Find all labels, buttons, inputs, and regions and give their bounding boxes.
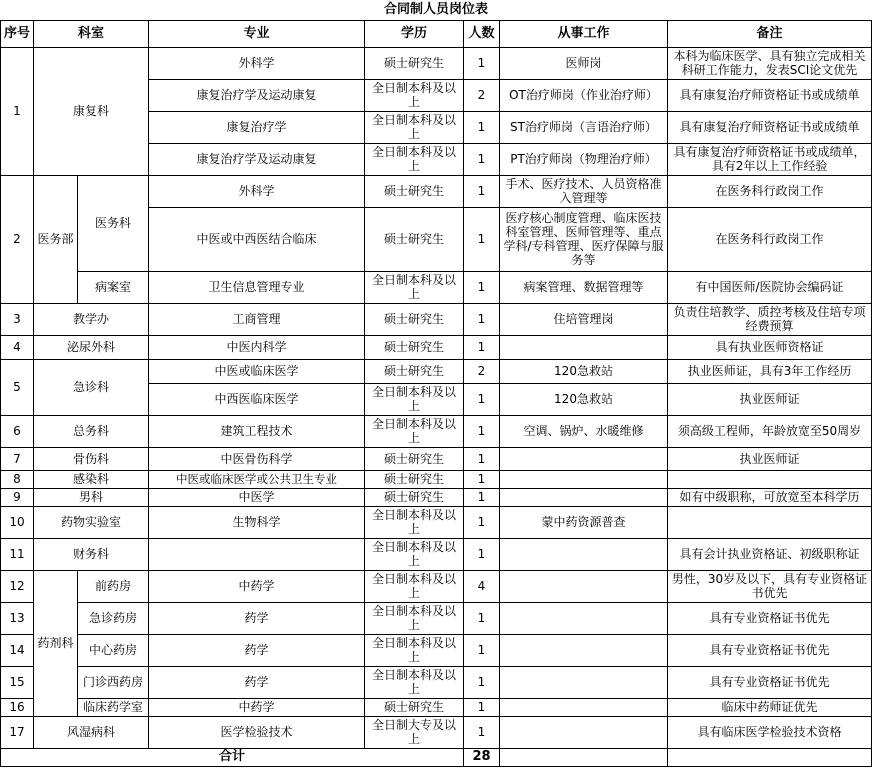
- seq-cell: 3: [1, 303, 34, 335]
- seq-cell: 9: [1, 488, 34, 506]
- dept-cell: 男科: [34, 488, 149, 506]
- edu-cell: 硕士研究生: [365, 47, 464, 79]
- edu-cell: 全日制本科及以上: [365, 271, 464, 303]
- edu-cell: 硕士研究生: [365, 303, 464, 335]
- major-cell: [149, 538, 365, 570]
- table-row: [1, 335, 872, 359]
- count-cell: 1: [464, 634, 500, 666]
- dept-cell: 康复科: [34, 47, 149, 175]
- work-cell: [500, 447, 668, 470]
- count-cell: 4: [464, 570, 500, 602]
- work-cell: [500, 570, 668, 602]
- edu-cell: 硕士研究生: [365, 488, 464, 506]
- edu-cell: 硕士研究生: [365, 470, 464, 488]
- subdept-cell: 急诊药房: [78, 602, 149, 634]
- work-cell: 病案管理、数据管理等: [500, 271, 668, 303]
- table-row: [1, 175, 872, 207]
- note-cell: 具有专业资格证书优先: [668, 602, 872, 634]
- seq-cell: 15: [1, 666, 34, 698]
- major-cell: 中医或临床医学或公共卫生专业: [149, 470, 365, 488]
- work-cell: ST治疗师岗（言语治疗师）: [500, 111, 668, 143]
- edu-cell: 硕士研究生: [365, 447, 464, 470]
- note-cell: 具有执业医师资格证: [668, 335, 872, 359]
- seq-cell: 2: [1, 175, 34, 303]
- work-cell: OT治疗师岗（作业治疗师）: [500, 79, 668, 111]
- work-cell: 120急救站: [500, 359, 668, 383]
- seq-cell: 5: [1, 359, 34, 415]
- work-cell: [500, 488, 668, 506]
- table-row: [1, 506, 872, 538]
- table-row: [1, 602, 872, 634]
- dept-cell: 急诊科: [34, 359, 149, 415]
- edu-cell: 全日制本科及以上: [365, 111, 464, 143]
- note-cell: 在医务科行政岗工作: [668, 207, 872, 271]
- count-cell: 1: [464, 47, 500, 79]
- work-cell: [500, 538, 668, 570]
- dept-cell: 财务科: [34, 538, 149, 570]
- seq-cell: 13: [1, 602, 34, 634]
- edu-cell: 全日制本科及以上: [365, 602, 464, 634]
- work-cell: 医疗核心制度管理、临床医技科室管理、医师管理等、重点学科/专科管理、医疗保障与服务等: [500, 207, 668, 271]
- major-cell: 康复治疗学及运动康复: [149, 143, 365, 175]
- count-cell: 1: [464, 303, 500, 335]
- header-dept: 科室: [34, 20, 149, 47]
- edu-cell: 全日制本科及以上: [365, 666, 464, 698]
- dept-cell: 总务科: [34, 415, 149, 447]
- seq-cell: 1: [1, 47, 34, 175]
- note-cell: 本科为临床医学、具有独立完成相关科研工作能力，发表SCI论文优先: [668, 47, 872, 79]
- table-row: [1, 488, 872, 506]
- major-cell: 中药学: [149, 698, 365, 716]
- count-cell: 1: [464, 383, 500, 415]
- subdept-cell: 医务科: [78, 175, 149, 271]
- work-cell: [500, 602, 668, 634]
- header-count: 人数: [464, 20, 500, 47]
- count-cell: 1: [464, 111, 500, 143]
- seq-cell: 7: [1, 447, 34, 470]
- major-cell: 卫生信息管理专业: [149, 271, 365, 303]
- table-row: [1, 716, 872, 748]
- edu-cell: 全日制本科及以上: [365, 538, 464, 570]
- note-cell: 在医务科行政岗工作: [668, 175, 872, 207]
- table-row: [1, 666, 872, 698]
- note-cell: 执业医师证: [668, 447, 872, 470]
- edu-cell: 全日制本科及以上: [365, 634, 464, 666]
- major-cell: 工商管理: [149, 303, 365, 335]
- major-cell: 药学: [149, 634, 365, 666]
- count-cell: 1: [464, 207, 500, 271]
- dept-cell: 药物实验室: [34, 506, 149, 538]
- seq-cell: 12: [1, 570, 34, 602]
- total-row: [1, 748, 872, 766]
- total-count: 28: [464, 748, 500, 766]
- work-cell: [500, 666, 668, 698]
- subdept-cell: 前药房: [78, 570, 149, 602]
- note-cell: 临床中药师证优先: [668, 698, 872, 716]
- work-cell: [500, 335, 668, 359]
- table-row: [1, 303, 872, 335]
- major-cell: 中医骨伤科学: [149, 447, 365, 470]
- seq-cell: 11: [1, 538, 34, 570]
- edu-cell: 全日制本科及以上: [365, 79, 464, 111]
- note-cell: [668, 506, 872, 538]
- major-cell: 中药学: [149, 570, 365, 602]
- major-cell: 建筑工程技术: [149, 415, 365, 447]
- note-cell: 执业医师证: [668, 383, 872, 415]
- note-cell: 具有康复治疗师资格证书或成绩单: [668, 111, 872, 143]
- count-cell: 2: [464, 79, 500, 111]
- note-cell: 具有专业资格证书优先: [668, 634, 872, 666]
- work-cell: [500, 470, 668, 488]
- count-cell: 2: [464, 359, 500, 383]
- edu-cell: 全日制本科及以上: [365, 143, 464, 175]
- edu-cell: 全日制本科及以上: [365, 506, 464, 538]
- table-row: [1, 538, 872, 570]
- edu-cell: 全日制大专及以上: [365, 716, 464, 748]
- dept-cell: 风湿病科: [34, 716, 149, 748]
- work-cell: 蒙中药资源普查: [500, 506, 668, 538]
- dept-cell: 感染科: [34, 470, 149, 488]
- note-cell: [668, 470, 872, 488]
- major-cell: 医学检验技术: [149, 716, 365, 748]
- work-cell: PT治疗师岗（物理治疗师）: [500, 143, 668, 175]
- note-cell: 须高级工程师，年龄放宽至50周岁: [668, 415, 872, 447]
- major-cell: 中医或临床医学: [149, 359, 365, 383]
- note-cell: 具有康复治疗师资格证书或成绩单，具有2年以上工作经验: [668, 143, 872, 175]
- edu-cell: 硕士研究生: [365, 175, 464, 207]
- subdept-cell: 门诊西药房: [78, 666, 149, 698]
- count-cell: 1: [464, 698, 500, 716]
- edu-cell: 全日制本科及以上: [365, 570, 464, 602]
- header-row: [1, 20, 872, 47]
- major-cell: 药学: [149, 666, 365, 698]
- major-cell: 康复治疗学: [149, 111, 365, 143]
- major-cell: 中医或中西医结合临床: [149, 207, 365, 271]
- work-cell: 手术、医疗技术、人员资格准入管理等: [500, 175, 668, 207]
- subdept-cell: 中心药房: [78, 634, 149, 666]
- dept-cell: 医务部: [34, 175, 78, 303]
- work-cell: [500, 698, 668, 716]
- edu-cell: 硕士研究生: [365, 207, 464, 271]
- count-cell: 1: [464, 175, 500, 207]
- note-cell: 具有会计执业资格证、初级职称证: [668, 538, 872, 570]
- seq-cell: 17: [1, 716, 34, 748]
- count-cell: 1: [464, 716, 500, 748]
- seq-cell: 16: [1, 698, 34, 716]
- work-cell: 120急救站: [500, 383, 668, 415]
- header-edu: 学历: [365, 20, 464, 47]
- dept-cell: 药剂科: [34, 570, 78, 716]
- count-cell: 1: [464, 538, 500, 570]
- major-cell: 外科学: [149, 47, 365, 79]
- seq-cell: 10: [1, 506, 34, 538]
- major-cell: 中西医临床医学: [149, 383, 365, 415]
- edu-cell: 全日制本科及以上: [365, 383, 464, 415]
- major-cell: 药学: [149, 602, 365, 634]
- dept-cell: 教学办: [34, 303, 149, 335]
- count-cell: 1: [464, 470, 500, 488]
- table-row: [1, 634, 872, 666]
- seq-cell: 8: [1, 470, 34, 488]
- edu-cell: 硕士研究生: [365, 335, 464, 359]
- dept-cell: 骨伤科: [34, 447, 149, 470]
- count-cell: 1: [464, 602, 500, 634]
- count-cell: 1: [464, 506, 500, 538]
- major-cell: 中医学: [149, 488, 365, 506]
- dept-cell: 泌尿外科: [34, 335, 149, 359]
- count-cell: 1: [464, 143, 500, 175]
- edu-cell: 全日制本科及以上: [365, 415, 464, 447]
- total-empty-note: [668, 748, 872, 766]
- edu-cell: 硕士研究生: [365, 698, 464, 716]
- subdept-cell: 病案室: [78, 271, 149, 303]
- note-cell: 具有专业资格证书优先: [668, 666, 872, 698]
- note-cell: 男性，30岁及以下，具有专业资格证书优先: [668, 570, 872, 602]
- header-major: 专业: [149, 20, 365, 47]
- edu-cell: 硕士研究生: [365, 359, 464, 383]
- total-label: 合计: [1, 748, 464, 766]
- table-row: [1, 470, 872, 488]
- table-row: [1, 415, 872, 447]
- table-row: [1, 47, 872, 79]
- work-cell: 空调、锅炉、水暖维修: [500, 415, 668, 447]
- note-cell: 如有中级职称，可放宽至本科学历: [668, 488, 872, 506]
- major-cell: 外科学: [149, 175, 365, 207]
- table-row: [1, 359, 872, 383]
- header-seq: 序号: [1, 20, 34, 47]
- major-cell: 生物科学: [149, 506, 365, 538]
- count-cell: 1: [464, 271, 500, 303]
- seq-cell: 4: [1, 335, 34, 359]
- work-cell: [500, 634, 668, 666]
- count-cell: 1: [464, 415, 500, 447]
- note-cell: 负责住培教学、质控考核及住培专项经费预算: [668, 303, 872, 335]
- major-cell: 康复治疗学及运动康复: [149, 79, 365, 111]
- work-cell: 医师岗: [500, 47, 668, 79]
- note-cell: 具有临床医学检验技术资格: [668, 716, 872, 748]
- major-cell: 中医内科学: [149, 335, 365, 359]
- work-cell: [500, 716, 668, 748]
- note-cell: 执业医师证，具有3年工作经历: [668, 359, 872, 383]
- total-empty-work: [500, 748, 668, 766]
- header-note: 备注: [668, 20, 872, 47]
- work-cell: 住培管理岗: [500, 303, 668, 335]
- subdept-cell: 临床药学室: [78, 698, 149, 716]
- seq-cell: 14: [1, 634, 34, 666]
- table-row: [1, 447, 872, 470]
- table-title: 合同制人员岗位表: [1, 0, 872, 20]
- note-cell: 具有康复治疗师资格证书或成绩单: [668, 79, 872, 111]
- header-work: 从事工作: [500, 20, 668, 47]
- seq-cell: 6: [1, 415, 34, 447]
- table-row: [1, 570, 872, 602]
- count-cell: 1: [464, 447, 500, 470]
- note-cell: 有中国医师/医院协会编码证: [668, 271, 872, 303]
- count-cell: 1: [464, 666, 500, 698]
- count-cell: 1: [464, 335, 500, 359]
- table-row: [1, 698, 872, 716]
- count-cell: 1: [464, 488, 500, 506]
- table-row: [1, 271, 872, 303]
